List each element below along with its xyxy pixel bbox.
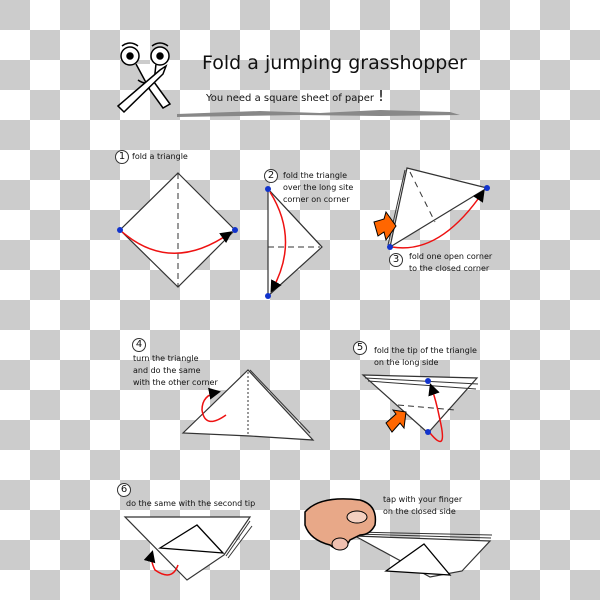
step6-text: do the same with the second tip [126,499,256,508]
subtitle-text: You need a square sheet of paper [206,93,374,104]
step7-text: tap with your finger on the closed side [383,495,463,516]
step3-text: fold one open corner to the closed corner [409,252,493,273]
step6-diagram [125,517,252,580]
push-arrow-icon [386,410,406,432]
step-number-1: 1 [115,150,129,164]
step-number-3: 3 [389,253,403,267]
step2-text: fold the triangle over the long site corner on corner [283,171,354,204]
step5-diagram [363,375,478,441]
step1-text: fold a triangle [132,152,188,161]
step1-diagram [117,173,238,287]
scissors-pencil-mascot [118,43,170,112]
page-title: Fold a jumping grasshopper [202,52,467,74]
exclamation: ! [378,87,385,105]
step5-text: fold the tip of the triangle on the long side [374,346,477,367]
step-number-2: 2 [264,169,278,183]
step3-diagram [374,168,490,250]
step-number-5: 5 [353,341,367,355]
step-number-6: 6 [117,483,131,497]
step-number-4: 4 [132,338,146,352]
torn-paper-divider [177,110,460,117]
step4-text: turn the triangle and do the same with the other corner [133,354,218,387]
subtitle [206,87,384,105]
